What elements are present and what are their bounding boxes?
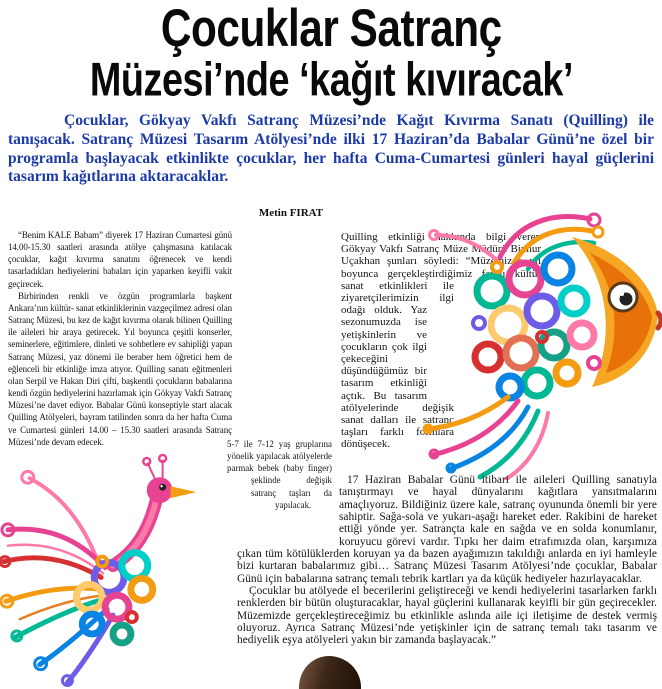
person-head-photo	[299, 656, 361, 689]
headline-line-1: Çocuklar Satranç	[160, 0, 502, 58]
text-wrap-spacer	[237, 474, 339, 548]
fish-illustration	[422, 205, 662, 480]
headline	[0, 2, 662, 106]
body-paragraph: 5-7 ile 7-12 yaş gruplarına yönelik yapılacak atölyelerde parmak bebek (baby finger) şeklinde değişik satranç taşları da yapılacak.	[227, 439, 332, 510]
left-column	[8, 229, 232, 448]
headline-row	[0, 0, 662, 58]
body-paragraph: Çocuklar bu atölyede el becerilerini geliştireceği ve kendi hediyelerini tasarlarken farklı renklerden bir bütün oluşturacaklar, hayal güçlerini kullanarak keyifli bir gün geçirecekler. Müzemizde gerçekleştireceğimiz bu etkinlikle aslında aile içi iletişime de destek vermiş oluyoruz. Ayrıca Satranç Müzesi’nde yetişkinler için de satranç temalı takı tasarım ve hediyelik eşya atölyeleri yakın bir zamanda başlayacak.”	[237, 585, 657, 647]
headline-line-2: Müzesi’nde ‘kağıt kıvıracak’	[89, 53, 573, 106]
body-paragraph: 17 Haziran Babalar Günü itibari ile aileleri Quilling sanatıyla tanıştırmayı ve hayal dünyalarını kağıtlara yansıtmalarını amaçlıyoruz. Bildiğiniz üzere kale, satranç oyununda önemli bir yere sahiptir. Sağa-sola ve yukarı-aşağı hareket eder. Rakibini de hareket ettiği yönde yer. Satrançta kale en sağda ve en solda konumlanır, koruyucu görevi vardır. Tıpkı her daim etrafımızda olan, karşımıza çıkan tüm kötülüklerden koruyan ya da bazen ayağımızın takıldığı anlarda en iyi hamleyle bizi kurtaran babalarımız gibi… Satranç Müzesi Tasarım Atölyesi’nde çocuklar, Babalar Günü için babalarına satranç temalı tebrik kartları ya da küçük hediyeler hazırlayacaklar.	[237, 474, 657, 585]
body-paragraph: Birbirinden renkli ve özgün programlarla başkent Ankara’nın kültür- sanat etkinliklerinin vazgeçilmez adresi olan Satranç Müzesi, bu kez de kağıt kıvırma olarak bilinen Quilling ile aileleri bir araya getirecek. Yıl boyunca çeşitli konserler, seminerlere, eğitimlere, dinleti ve sohbetlere ev sahipliği yapan Satranç Müzesi, yaz dönemi ile beraber hem öğretici hem de eğlenceli bir etkinliğe imza atıyor. Quilling sanatı eğitmenleri olan Serpil ve Hakan Diri çifti, başkentli çocukların babalarına kendi özgün hediyelerini hazırlamak için Gökyay Vakfı Satranç Müzesi’ne davet ediyor. Babalar Günü konseptiyle start alacak Quilling Atölyeleri, bayram tatilinden sonra da her hafta Cuma ve Cumartesi günleri 14.00 – 15.30 saatleri arasında Satranç Müzesi’nde devam edecek.	[8, 290, 232, 447]
body-paragraph: “Benim KALE Babam” diyerek 17 Haziran Cumartesi günü 14.00-15.30 saatleri arasında atölye çalışmasına katılacak çocuklar, kağıt kıvırma sanatını öğrenecek ve kendi tasarladıkları hediyelerini babaları için yaparken keyifli vakit geçirecek.	[8, 230, 232, 289]
bottom-column	[237, 474, 657, 647]
quilling-peacock-image	[0, 450, 236, 689]
quilling-fish-image	[422, 205, 662, 480]
byline: Metin FIRAT	[258, 207, 324, 219]
right-column	[341, 231, 659, 466]
headline-row	[0, 54, 662, 106]
lede-paragraph: Çocuklar, Gökyay Vakfı Satranç Müzesi’nde Kağıt Kıvırma Sanatı (Quilling) ile tanışacak. Satranç Müzesi Tasarım Atölyesi’nde ilki 17 Haziran’da Babalar Günü’ne özel bir programla başlayacak etkinlikte çocuklar, her hafta Cuma-Cumartesi günleri hayal güçlerini tasarım kağıtlarına aktaracaklar.	[8, 112, 654, 186]
peacock-illustration	[0, 450, 236, 689]
body-paragraph: Quilling etkinliği hakkında bilgi veren Gökyay Vakfı Satranç Müze Müdürü Binnur Uçakhan şunları söyledi: “Müzemizde yıl boyunca gerçekleştirdiğimiz farklı kültür sanat etkinlikleri ile ziyaretçilerimizin ilgi odağı olduk. Yaz sezonumuzda ise yetişkinlerin ve çocukların çok ilgi çekeceğini düşündüğümüz bir tasarım etkinliği açtık. Bu tasarım atölyelerinde değişik sanat dalları ile satranç taşları farklı formlara dönüşecek.	[341, 231, 541, 451]
